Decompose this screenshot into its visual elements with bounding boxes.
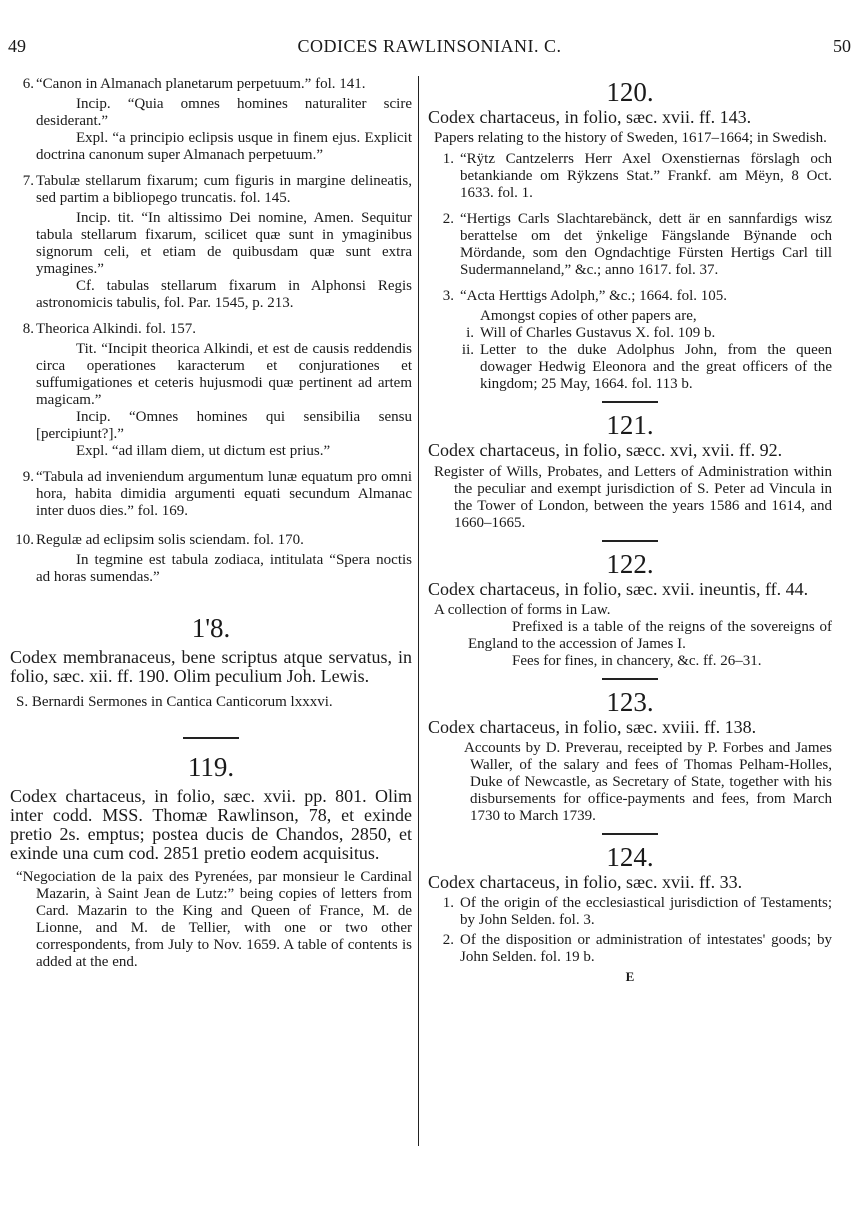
list-item	[428, 151, 832, 202]
item-note: Incip. “Omnes homines qui sensibilia sensu [percipiunt?].”	[36, 409, 412, 442]
item-number: 3.	[442, 288, 454, 304]
sub-item-number: ii.	[461, 342, 474, 358]
item-number: 9.	[22, 469, 34, 485]
item-text: “Canon in Almanach planetarum perpetuum.” fol. 141.	[36, 76, 366, 92]
item-note: Prefixed is a table of the reigns of the sovereigns of England to the accession of James I.	[468, 619, 832, 652]
item-text: Of the origin of the ecclesiastical jurisdiction of Testaments; by John Selden. fol. 3.	[460, 895, 832, 928]
sub-item-number: i.	[466, 325, 474, 341]
codex-entry-118	[10, 612, 412, 711]
item-text: “Acta Herttigs Adolph,” &c.; 1664. fol. 105.	[460, 288, 728, 304]
codex-contents: A collection of forms in Law.	[434, 602, 611, 618]
codex-number: 124.	[606, 842, 654, 872]
codex-description: Codex chartaceus, in folio, sæc. xvii. ff. 143.	[428, 107, 752, 127]
codex-entry-120	[428, 76, 832, 393]
codex-number: 119.	[187, 752, 235, 782]
codex-description: Codex membranaceus, bene scriptus atque servatus, in folio, sæc. xii. ff. 190. Olim peculium Joh. Lewis.	[10, 647, 412, 686]
list-item	[428, 211, 832, 279]
item-text: Theorica Alkindi. fol. 157.	[36, 321, 196, 337]
codex-number: 120.	[606, 77, 654, 107]
item-number: 6.	[22, 76, 34, 92]
list-item	[10, 76, 412, 93]
codex-entry-123	[428, 686, 832, 825]
codex-contents: S. Bernardi Sermones in Cantica Canticorum lxxxvi.	[16, 694, 333, 710]
list-item	[10, 469, 412, 520]
running-title: CODICES RAWLINSONIANI. C.	[297, 36, 562, 56]
codex-description: Codex chartaceus, in folio, sæc. xvii. ineuntis, ff. 44.	[428, 579, 809, 599]
codex-entry-124	[428, 841, 832, 985]
codex-number: 123.	[606, 687, 654, 717]
item-note: Incip. tit. “In altissimo Dei nomine, Amen. Sequitur tabula stellarum fixarum, scilicet quæ sunt in ymaginibus signorum celi, et etiam de quibusdam quæ sunt extra ymagines.”	[36, 210, 412, 277]
codex-entry-119	[10, 751, 412, 971]
codex-number: 1'8.	[191, 613, 231, 643]
codex-entry-122	[428, 548, 832, 670]
column-divider	[418, 76, 419, 1146]
sub-item-text: Letter to the duke Adolphus John, from the queen dowager Hedwig Eleonora and the great officers of the kingdom; 25 May, 1664. fol. 113 b.	[480, 342, 832, 392]
item-note: Amongst copies of other papers are,	[480, 308, 697, 324]
codex-number: 122.	[606, 549, 654, 579]
item-text: “Rÿtz Cantzelerrs Herr Axel Oxenstiernas förslagh och betankiande om Rÿkzens Stat.” Frankf. am Mëyn, 8 Oct. 1633. fol. 1.	[460, 151, 832, 201]
list-item	[10, 321, 412, 338]
codex-contents: “Negociation de la paix des Pyrenées, par monsieur le Cardinal Mazarin, à Saint Jean de Lutz:” being copies of letters from Card. Mazarin to the King and Queen of France, M. de Lionne, and M. de Tellier, with one or two other correspondents, from July to Nov. 1659. A table of contents is added at the end.	[16, 869, 412, 970]
item-number: 2.	[442, 932, 454, 948]
codex-contents: Papers relating to the history of Sweden, 1617–1664; in Swedish.	[434, 130, 827, 146]
list-item	[10, 173, 412, 207]
signature-mark: E	[625, 969, 635, 984]
item-note: Cf. tabulas stellarum fixarum in Alphonsi Regis astronomicis tabulis, fol. Par. 1545, p. 213.	[36, 278, 412, 311]
codex-contents: Register of Wills, Probates, and Letters of Administration within the peculiar and exempt jurisdiction of S. Peter ad Vincula in the Tower of London, between the years 1586 and 1614, and 1660–1665.	[434, 464, 832, 531]
item-number: 10.	[15, 532, 34, 548]
codex-contents: Accounts by D. Preverau, receipted by P. Forbes and James Waller, of the salary and fees of Thomas Pelham-Holles, Duke of Newcastle, as Secretary of State, together with his disbursements for office-payments and fees, from March 1730 to March 1739.	[464, 740, 832, 824]
page-number-right: 50	[833, 36, 851, 56]
page-number-left: 49	[8, 36, 26, 56]
item-text: Of the disposition or administration of intestates' goods; by John Selden. fol. 19 b.	[460, 932, 832, 965]
item-number: 1.	[442, 151, 454, 167]
item-text: Tabulæ stellarum fixarum; cum figuris in margine delineatis, sed partim a bibliopego truncatis. fol. 145.	[36, 173, 412, 206]
codex-description: Codex chartaceus, in folio, sæc. xviii. ff. 138.	[428, 717, 757, 737]
codex-entry-121	[428, 409, 832, 532]
codex-description: Codex chartaceus, in folio, sæc. xvii. pp. 801. Olim inter codd. MSS. Thomæ Rawlinson, 78, et exinde pretio 2s. emptus; postea ducis de Chandos, 2850, et exinde una cum cod. 2851 pretio eodem acquisitus.	[10, 786, 412, 863]
codex-number: 121.	[606, 410, 654, 440]
item-number: 2.	[442, 211, 454, 227]
item-text: Regulæ ad eclipsim solis sciendam. fol. 170.	[36, 532, 304, 548]
sub-item	[428, 325, 832, 342]
item-note: Tit. “Incipit theorica Alkindi, et est de causis reddendis circa operationes karacterum et conjurationes et suffumigationes et ceteris hujusmodi quæ pertinent ad artem magicam.”	[36, 341, 412, 408]
list-item	[428, 895, 832, 929]
item-number: 7.	[22, 173, 34, 189]
item-number: 1.	[442, 895, 454, 911]
item-note: Expl. “ad illam diem, ut dictum est prius.”	[76, 443, 331, 459]
right-column	[428, 76, 832, 985]
list-item	[428, 288, 832, 305]
sub-item-text: Will of Charles Gustavus X. fol. 109 b.	[480, 325, 716, 341]
codex-description: Codex chartaceus, in folio, sæc. xvii. ff. 33.	[428, 872, 743, 892]
item-text: “Tabula ad inveniendum argumentum lunæ equatum pro omni hora, habita dimidia argumenti equati secundum Almanac inter duos dies.” fol. 169.	[36, 469, 412, 519]
item-note: Incip. “Quia omnes homines naturaliter scire desiderant.”	[36, 96, 412, 129]
item-note: In tegmine est tabula zodiaca, intitulata “Spera noctis ad horas sumendas.”	[36, 552, 412, 585]
item-note: Fees for fines, in chancery, &c. ff. 26–31.	[512, 653, 762, 669]
item-text: “Hertigs Carls Slachtarebänck, dett är en sannfardigs wisz berattelse om det ÿnkelige Fängslande Bÿnande och Mördande, som den Ogndachtige Fürsten Hertigs Carl till Sudermanneland,” &c.; anno 1617. fol. 37.	[460, 211, 832, 278]
item-number: 8.	[22, 321, 34, 337]
list-item	[428, 932, 832, 966]
left-column	[10, 76, 412, 971]
running-header	[8, 36, 851, 60]
item-note: Expl. “a principio eclipsis usque in finem ejus. Explicit doctrina canonum super Almanach perpetuum.”	[36, 130, 412, 163]
sub-item	[428, 342, 832, 393]
codex-description: Codex chartaceus, in folio, sæcc. xvi, xvii. ff. 92.	[428, 440, 783, 460]
list-item	[10, 532, 412, 549]
